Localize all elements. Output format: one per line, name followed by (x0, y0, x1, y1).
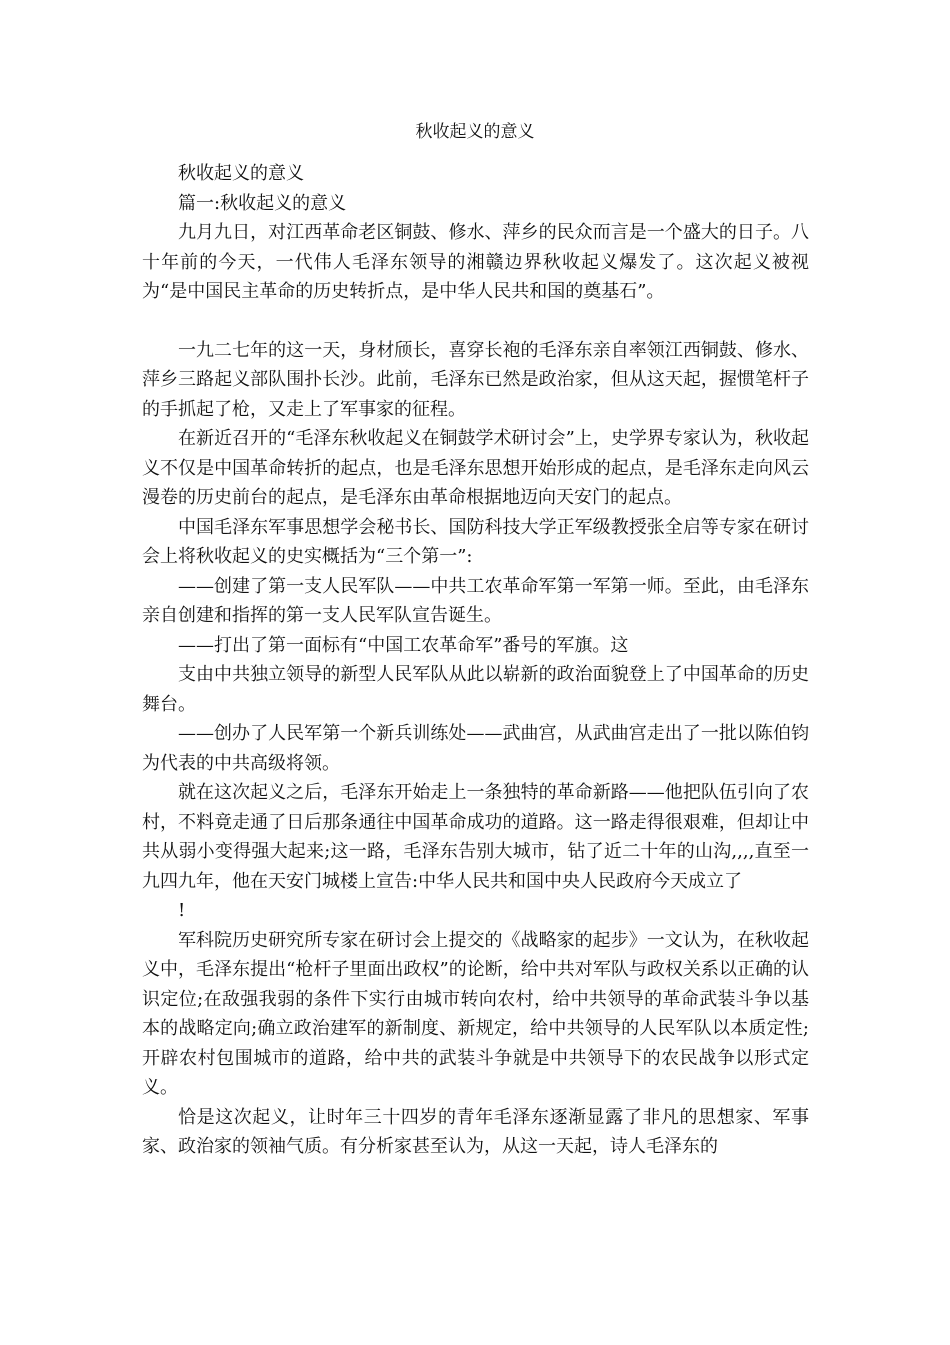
body-paragraph: ——打出了第一面标有“中国工农革命军”番号的军旗。这 (178, 634, 629, 656)
body-paragraph: ——创办了人民军第一个新兵训练处——武曲宫，从武曲宫走出了一批以陈伯钧为代表的中共高级将领。 (142, 723, 809, 774)
body-paragraph: 军科院历史研究所专家在研讨会上提交的《战略家的起步》一文认为，在秋收起义中，毛泽东提出“枪杆子里面出政权”的论断，给中共对军队与政权关系以正确的认识定位;在敌强我弱的条件下实行由城市转向农村，给中共领导的革命武装斗争以基本的战略定向;确立政治建军的新制度、新规定，给中共领导的人民军队以本质定性;开辟农村包围城市的道路，给中共的武装斗争就是中共领导下的农民战争以形式定义。 (142, 929, 809, 1098)
document-title: 秋收起义的意义 (415, 122, 535, 142)
body-paragraph: ! (178, 900, 186, 921)
body-paragraph: 支由中共独立领导的新型人民军队从此以崭新的政治面貌登上了中国革命的历史舞台。 (142, 664, 809, 715)
body-paragraph: 中国毛泽东军事思想学会秘书长、国防科技大学正军级教授张全启等专家在研讨会上将秋收起义的史实概括为“三个第一”: (142, 516, 809, 567)
body-paragraph: ——创建了第一支人民军队——中共工农革命军第一军第一师。至此，由毛泽东亲自创建和指挥的第一支人民军队宣告诞生。 (142, 575, 809, 626)
body-paragraph: 在新近召开的“毛泽东秋收起义在铜鼓学术研讨会”上，史学界专家认为，秋收起义不仅是中国革命转折的起点，也是毛泽东思想开始形成的起点，是毛泽东走向风云漫卷的历史前台的起点，是毛泽东由革命根据地迈向天安门的起点。 (142, 428, 809, 508)
section-heading: 篇一:秋收起义的意义 (178, 192, 347, 214)
body-paragraph: 恰是这次起义，让时年三十四岁的青年毛泽东逐渐显露了非凡的思想家、军事家、政治家的领袖气质。有分析家甚至认为，从这一天起，诗人毛泽东的 (142, 1106, 809, 1157)
subtitle-paragraph: 秋收起义的意义 (178, 163, 304, 184)
body-paragraph: 就在这次起义之后，毛泽东开始走上一条独特的革命新路——他把队伍引向了农村，不料竟走通了日后那条通往中国革命成功的道路。这一路走得很艰难，但却让中共从弱小变得强大起来;这一路，毛泽东告别大城市，钻了近二十年的山沟,,,,直至一九四九年，他在天安门城楼上宣告:中华人民共和国中央人民政府今天成立了 (142, 782, 809, 892)
document-body (142, 159, 809, 1162)
body-paragraph: 九月九日，对江西革命老区铜鼓、修水、萍乡的民众而言是一个盛大的日子。八十年前的今天，一代伟人毛泽东领导的湘赣边界秋收起义爆发了。这次起义被视为“是中国民主革命的历史转折点，是中华人民共和国的奠基石”。 (142, 222, 809, 302)
body-paragraph: 一九二七年的这一天，身材颀长，喜穿长袍的毛泽东亲自率领江西铜鼓、修水、萍乡三路起义部队围扑长沙。此前，毛泽东已然是政治家，但从这天起，握惯笔杆子的手抓起了枪，又走上了军事家的征程。 (142, 339, 809, 420)
